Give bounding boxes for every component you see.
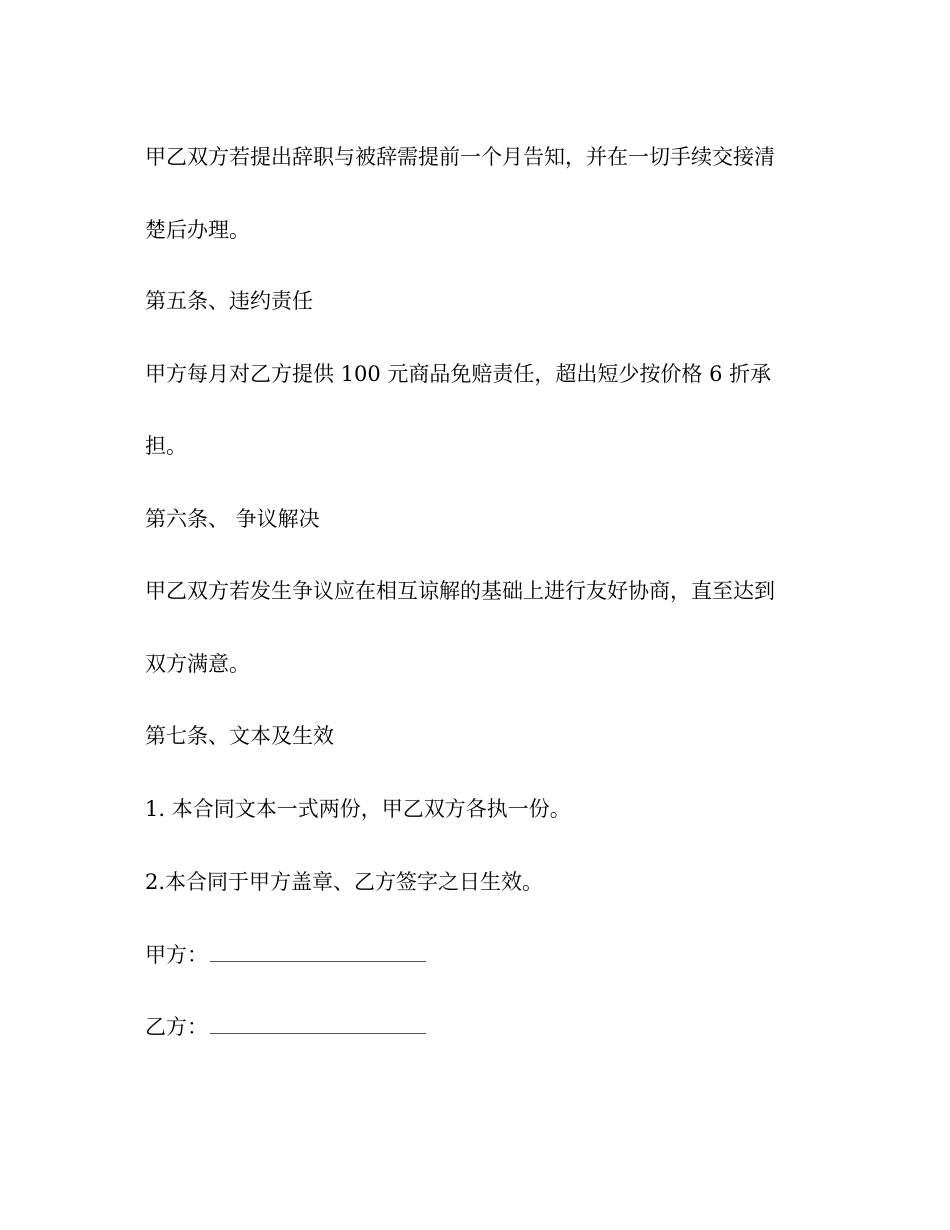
paragraph-resignation-line-1: 甲乙双方若提出辞职与被辞需提前一个月告知，并在一切手续交接清	[145, 145, 775, 169]
party-b-signature	[145, 1015, 426, 1039]
party-a-signature	[145, 943, 426, 967]
list-item-copies: 1. 本合同文本一式两份，甲乙双方各执一份。	[145, 797, 571, 821]
article-5-heading: 第五条、违约责任	[145, 289, 313, 313]
paragraph-dispute-line-1: 甲乙双方若发生争议应在相互谅解的基础上进行友好协商，直至达到	[145, 579, 775, 603]
paragraph-resignation-line-2: 楚后办理。	[145, 218, 250, 242]
party-a-signature-line	[210, 943, 426, 962]
article-7-heading: 第七条、文本及生效	[145, 724, 334, 748]
list-item-effective: 2.本合同于甲方盖章、乙方签字之日生效。	[145, 870, 544, 894]
article-6-heading: 第六条、 争议解决	[145, 507, 320, 531]
paragraph-liability-line-1: 甲方每月对乙方提供 100 元商品免赔责任，超出短少按价格 6 折承	[145, 362, 772, 386]
party-b-signature-line	[210, 1015, 426, 1034]
paragraph-dispute-line-2: 双方满意。	[145, 652, 250, 676]
party-b-label: 乙方：	[145, 1015, 208, 1039]
paragraph-liability-line-2: 担。	[145, 434, 187, 458]
party-a-label: 甲方：	[145, 943, 208, 967]
